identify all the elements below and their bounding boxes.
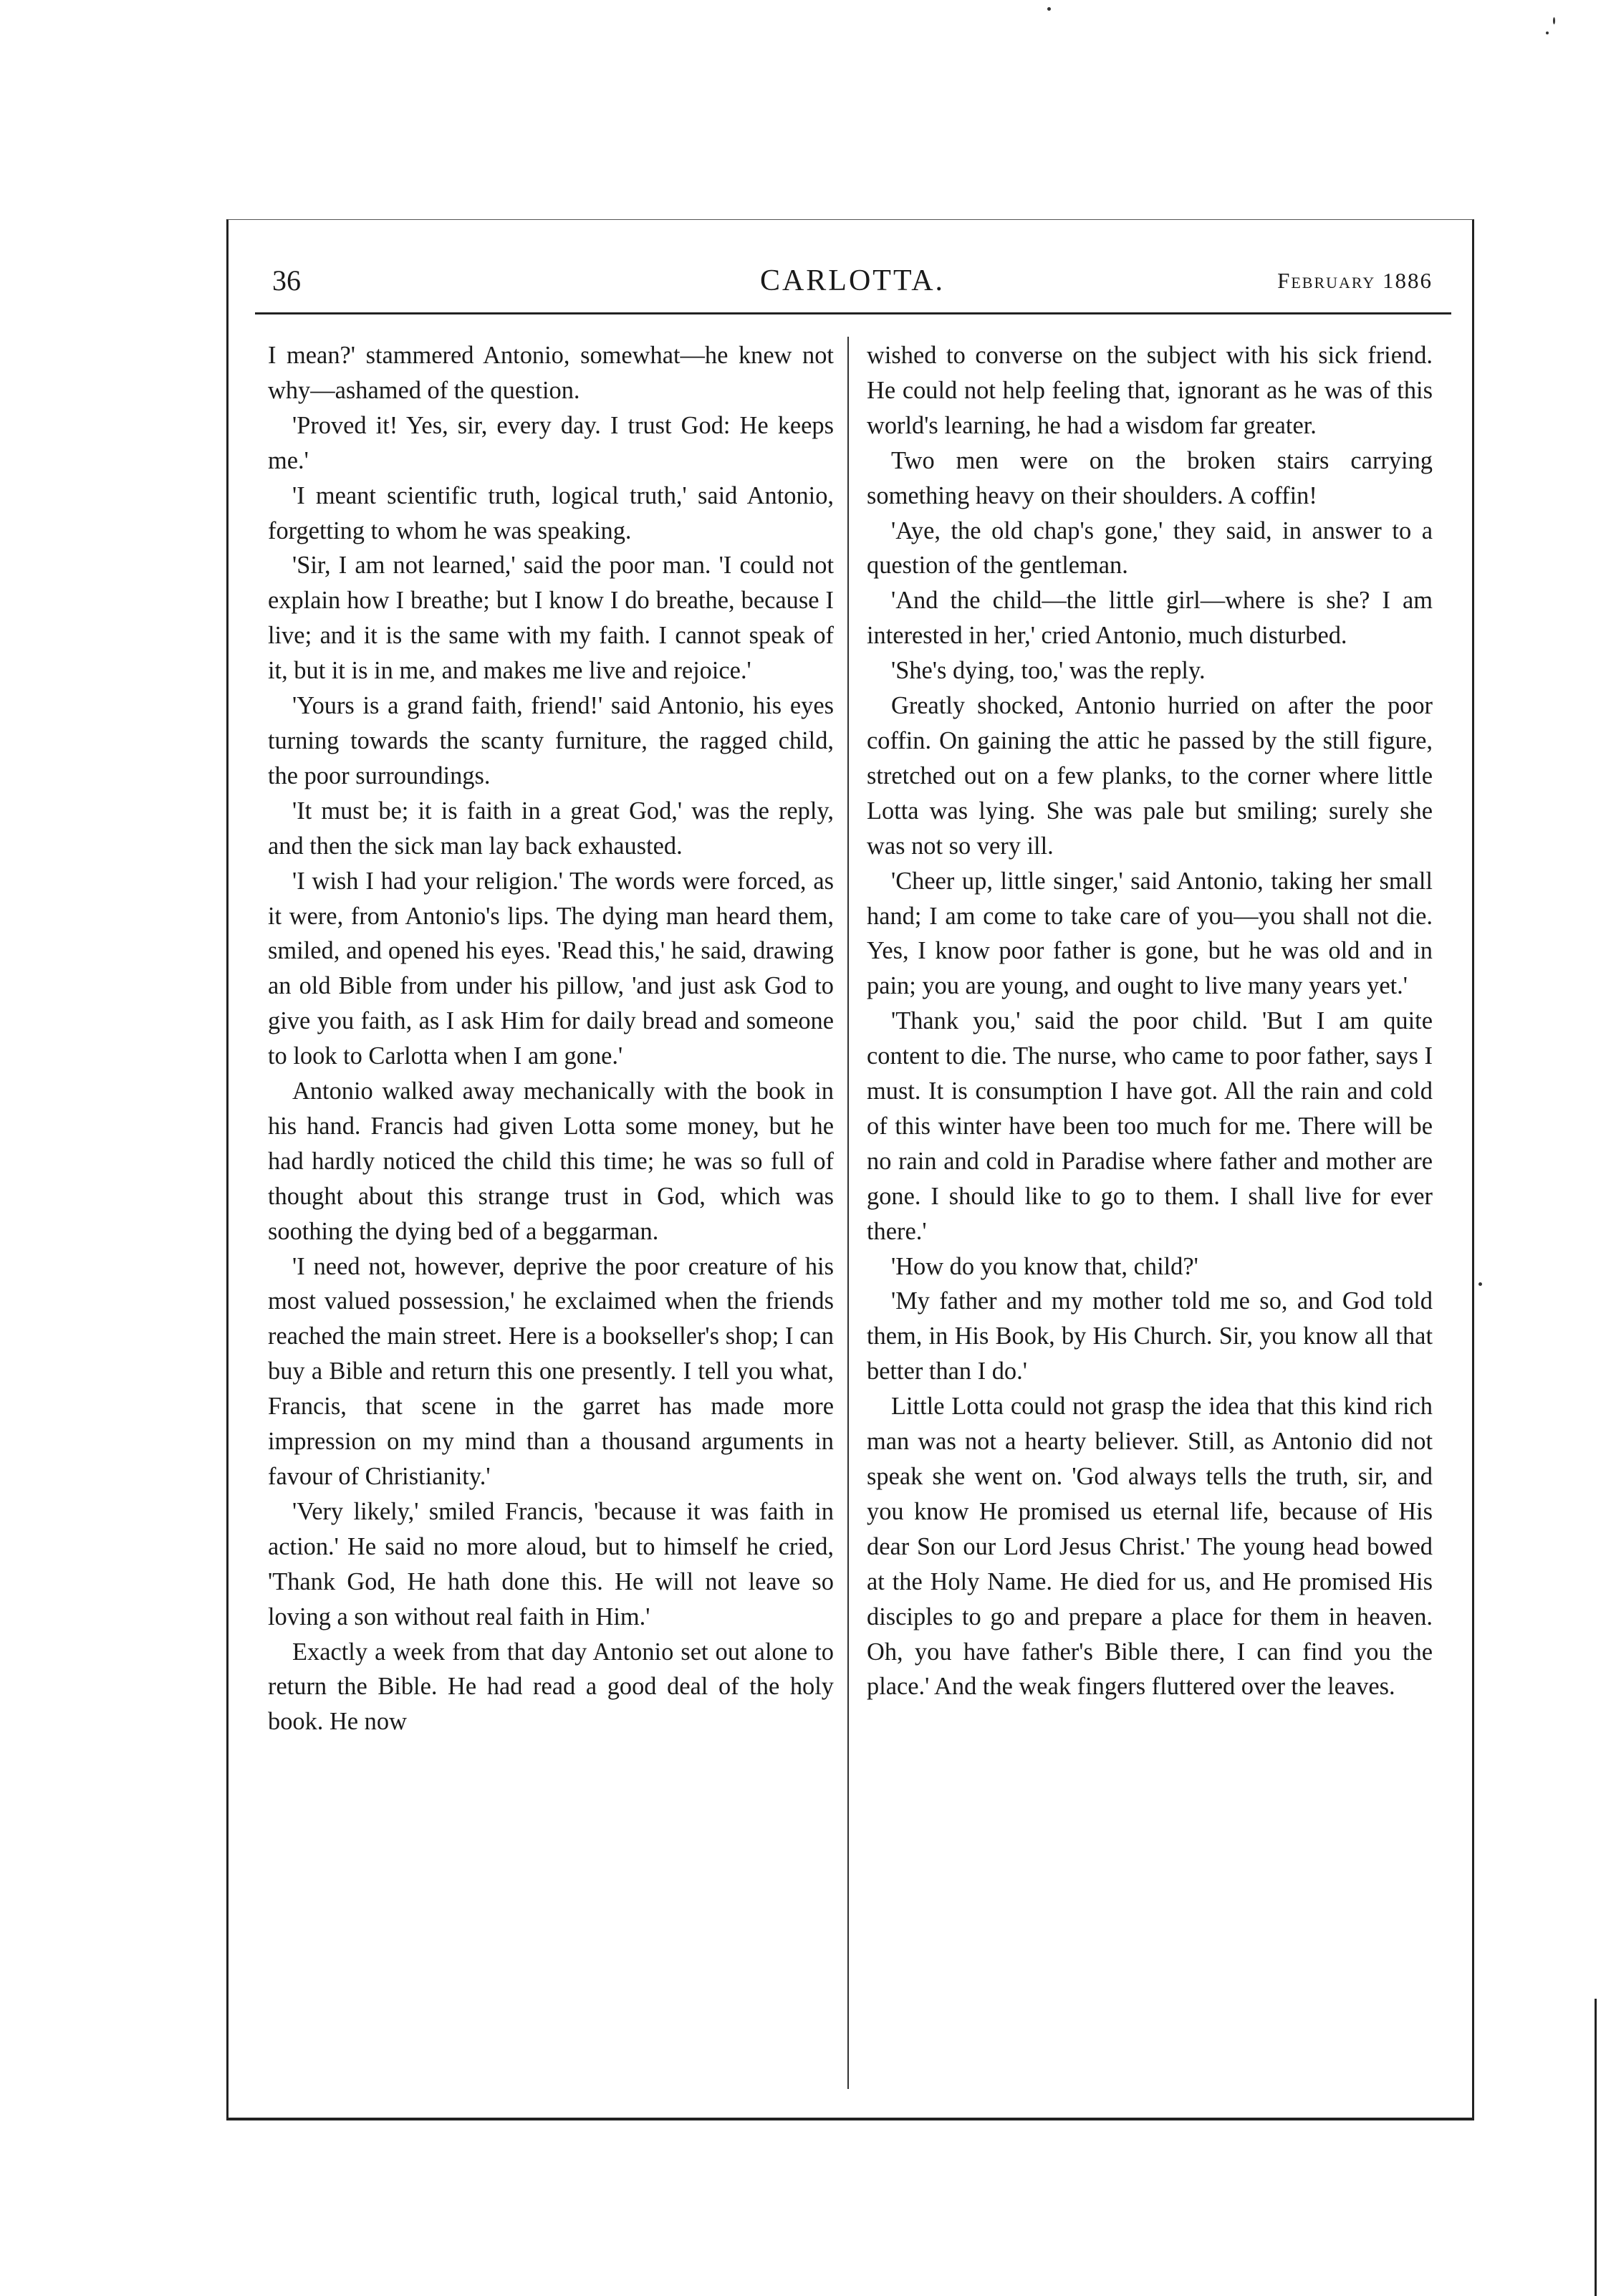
paragraph: Exactly a week from that day Antonio set out alone to return the Bible. He had read a good deal of the holy book. He now — [268, 1638, 834, 1736]
issue-date: February 1886 — [1277, 268, 1433, 293]
paragraph: 'I meant scientific truth, logical truth,' said Antonio, forgetting to whom he was speaking. — [268, 481, 834, 544]
right-column — [867, 338, 1433, 2086]
paragraph: 'Sir, I am not learned,' said the poor man. 'I could not explain how I breathe; but I know I do breathe, because I live; and it is the same with my faith. I cannot speak of it, but it is in me, and makes me live and rejoice.' — [268, 552, 834, 685]
page-number: 36 — [272, 264, 301, 297]
paragraph: Little Lotta could not grasp the idea that this kind rich man was not a hearty believer. Still, as Antonio did not speak she went on. 'God always tells the truth, sir, and you know He promised us eternal life, because of His dear Son our Lord Jesus Christ.' The young head bowed at the Holy Name. He died for us, and He promised His disciples to go and prepare a place for them in heaven. Oh, you have father's Bible there, I can find you the place.' And the weak fingers fluttered over the leaves. — [867, 1393, 1433, 1701]
paragraph: wished to converse on the subject with his sick friend. He could not help feeling that, ignorant as he was of this world's learning, he had a wisdom far greater. — [867, 342, 1433, 439]
paragraph: 'Proved it! Yes, sir, every day. I trust God: He keeps me.' — [268, 411, 834, 474]
paragraph: 'Yours is a grand faith, friend!' said Antonio, his eyes turning towards the scanty furniture, the ragged child, the poor surroundings. — [268, 692, 834, 789]
header-rule — [255, 312, 1451, 314]
scan-edge-line — [1595, 1999, 1597, 2296]
paragraph: 'How do you know that, child?' — [891, 1252, 1198, 1280]
paragraph: 'I need not, however, deprive the poor creature of his most valued possession,' he exclaimed when the friends reached the main street. Here is a bookseller's shop; I can buy a Bible and return this one presently. I tell you what, Francis, that scene in the garret has made more impression on my mind than a thousand arguments in favour of Christianity.' — [268, 1252, 834, 1490]
paragraph: 'And the child—the little girl—where is she? I am interested in her,' cried Antonio, much disturbed. — [867, 587, 1433, 650]
paragraph: I mean?' stammered Antonio, somewhat—he knew not why—ashamed of the question. — [268, 342, 834, 404]
running-title: CARLOTTA. — [759, 264, 946, 297]
paragraph: 'I wish I had your religion.' The words were forced, as it were, from Antonio's lips. The dying man heard them, smiled, and opened his eyes. 'Read this,' he said, drawing an old Bible from under his pillow, 'and just ask God to give you faith, as I ask Him for daily bread and someone to look to Carlotta when I am gone.' — [268, 867, 834, 1070]
paragraph: 'Thank you,' said the poor child. 'But I am quite content to die. The nurse, who came to poor father, says I must. It is consumption I have got. All the rain and cold of this winter have been too much for me. There will be no rain and cold in Paradise where father and mother are gone. I should like to go to them. I shall live for ever there.' — [867, 1007, 1433, 1245]
paragraph: Greatly shocked, Antonio hurried on after the poor coffin. On gaining the attic he passed by the still figure, stretched out on a few planks, to the corner where little Lotta was lying. She was pale but smiling; surely she was not so very ill. — [867, 692, 1433, 860]
paragraph: 'Aye, the old chap's gone,' they said, in answer to a question of the gentleman. — [867, 517, 1433, 580]
running-header — [258, 264, 1447, 307]
paragraph: 'My father and my mother told me so, and God told them, in His Book, by His Church. Sir, you know all that better than I do.' — [867, 1287, 1433, 1385]
left-column — [268, 338, 834, 2086]
paragraph: 'She's dying, too,' was the reply. — [891, 657, 1206, 685]
paragraph: Antonio walked away mechanically with the book in his hand. Francis had given Lotta some money, but he had hardly noticed the child this time; he was so full of thought about this strange trust in God, which was soothing the dying bed of a beggarman. — [268, 1077, 834, 1245]
paragraph: 'Very likely,' smiled Francis, 'because it was faith in action.' He said no more aloud, but to himself he cried, 'Thank God, He hath done this. He will not leave so loving a son without real faith in Him.' — [268, 1497, 834, 1630]
column-divider — [847, 337, 849, 2089]
paragraph: 'It must be; it is faith in a great God,' was the reply, and then the sick man lay back exhausted. — [268, 797, 834, 860]
paragraph: 'Cheer up, little singer,' said Antonio, taking her small hand; I am come to take care of you—you shall not die. Yes, I know poor father is gone, but he was old and in pain; you are young, and ought to live many years yet.' — [867, 867, 1433, 1000]
paragraph: Two men were on the broken stairs carrying something heavy on their shoulders. A coffin! — [867, 446, 1433, 509]
